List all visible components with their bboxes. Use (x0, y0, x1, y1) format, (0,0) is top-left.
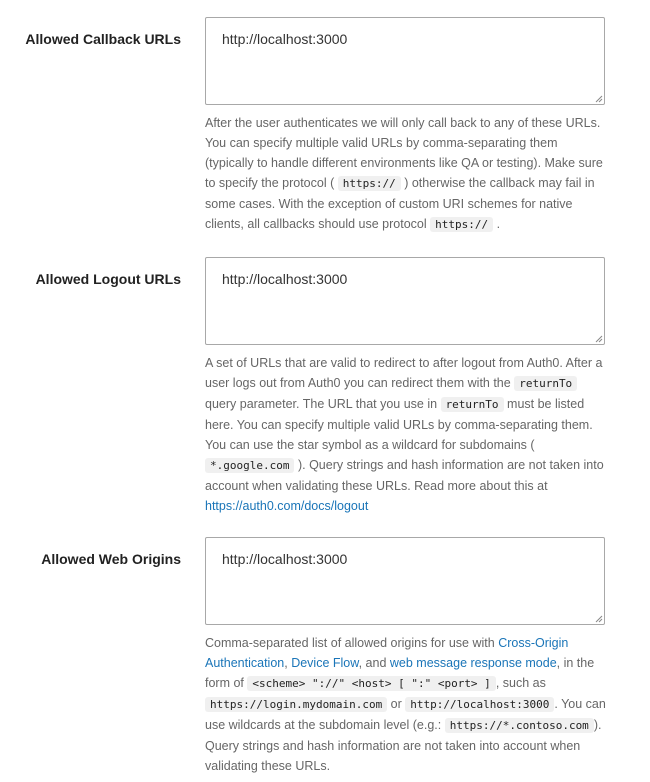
resize-handle-icon[interactable] (594, 614, 603, 623)
protocol-code: https:// (338, 176, 401, 191)
example-origin-code: https://login.mydomain.com (205, 697, 387, 712)
web-origins-label: Allowed Web Origins (41, 551, 181, 567)
logout-urls-help: A set of URLs that are valid to redirect to after logout from Auth0. After a user logs out from Auth0 you can redirect them with the returnTo query parameter. The URL that you use in returnTo must be listed here. You can specify multiple valid URLs by comma-separating them. You can use the star symbol as a wildcard for subdomains ( *.google.com ). Query strings and hash information are not taken into account when validating these URLs. Read more about this at https://auth0.com/docs/logout (205, 356, 604, 513)
web-origins-textarea[interactable] (205, 537, 605, 625)
callback-urls-textarea[interactable] (205, 17, 605, 105)
logout-docs-link[interactable]: https://auth0.com/docs/logout (205, 499, 369, 513)
device-flow-link[interactable]: Device Flow (291, 656, 359, 670)
web-origins-value: http://localhost:3000 (222, 551, 348, 567)
return-to-code: returnTo (514, 376, 577, 391)
wildcard-code: *.google.com (205, 458, 294, 473)
callback-urls-help: After the user authenticates we will only call back to any of these URLs. You can specify multiple valid URLs by comma-separating them (typically to handle different environments like QA or testing). Make sure to specify the protocol ( https:// ) otherwise the callback may fail in some cases. With the exception of custom URI schemes for native clients, all callbacks should use protocol https:// . (205, 116, 603, 231)
resize-handle-icon[interactable] (594, 94, 603, 103)
logout-urls-label: Allowed Logout URLs (35, 271, 181, 287)
callback-urls-value: http://localhost:3000 (222, 31, 348, 47)
callback-urls-label: Allowed Callback URLs (25, 31, 181, 47)
protocol-code: https:// (430, 217, 493, 232)
wildcard-origin-code: https://*.contoso.com (445, 718, 594, 733)
cross-origin-auth-link[interactable]: Cross-Origin Authentication (205, 636, 569, 670)
web-message-mode-link[interactable]: web message response mode (389, 656, 557, 670)
example-origin-code: http://localhost:3000 (405, 697, 554, 712)
return-to-code: returnTo (441, 397, 504, 412)
logout-urls-value: http://localhost:3000 (222, 271, 348, 287)
web-origins-help: Comma-separated list of allowed origins for use with Cross-Origin Authentication, Device Flow, and web message response mode, in the form of <scheme> "://" <host> [ ":" <port> ] , such as https://login.mydomain.com or http://localhost:3000 . You can use wildcards at the subdomain level (e.g.: https://*.contoso.com ). Query strings and hash information are not taken into account when validating these URLs. (205, 636, 606, 773)
logout-urls-textarea[interactable] (205, 257, 605, 345)
origin-format-code: <scheme> "://" <host> [ ":" <port> ] (247, 676, 495, 691)
resize-handle-icon[interactable] (594, 334, 603, 343)
